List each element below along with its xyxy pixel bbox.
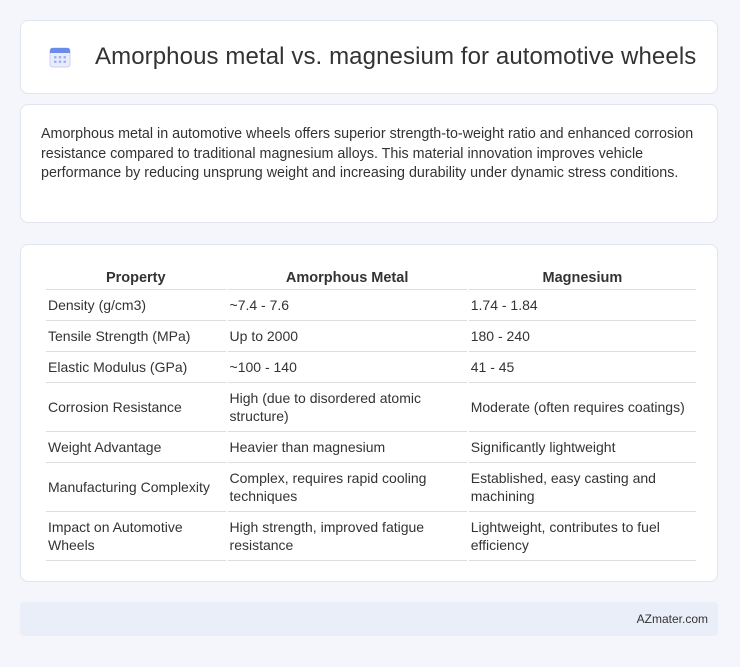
table-row [46, 463, 696, 512]
column-header-magnesium: Magnesium [469, 265, 696, 290]
intro-card [20, 104, 718, 223]
magnesium-cell: 41 - 45 [469, 352, 696, 383]
magnesium-cell: 1.74 - 1.84 [469, 290, 696, 321]
amorphous-metal-cell: Complex, requires rapid cooling techniques [228, 463, 467, 512]
property-cell: Manufacturing Complexity [46, 463, 226, 512]
column-header-property: Property [46, 265, 226, 290]
header-card [20, 20, 718, 94]
magnesium-cell: 180 - 240 [469, 321, 696, 352]
magnesium-cell: Established, easy casting and machining [469, 463, 696, 512]
page-title: Amorphous metal vs. magnesium for automotive wheels [95, 43, 697, 70]
intro-paragraph: Amorphous metal in automotive wheels offers superior strength-to-weight ratio and enhanced corrosion resistance compared to traditional magnesium alloys. This material innovation improves vehicle performance by reducing unsprung weight and increasing durability under dynamic stress conditions. [41, 126, 694, 181]
property-cell: Corrosion Resistance [46, 383, 226, 432]
comparison-table [44, 265, 698, 561]
amorphous-metal-cell: Heavier than magnesium [228, 432, 467, 463]
amorphous-metal-cell: High (due to disordered atomic structure) [228, 383, 467, 432]
amorphous-metal-cell: ~100 - 140 [228, 352, 467, 383]
calendar-icon [47, 45, 73, 69]
property-cell: Weight Advantage [46, 432, 226, 463]
table-row [46, 321, 696, 352]
footer-brand: AZmater.com [636, 612, 708, 626]
table-row [46, 290, 696, 321]
table-row [46, 432, 696, 463]
table-row [46, 383, 696, 432]
footer-bar [20, 602, 718, 636]
magnesium-cell: Lightweight, contributes to fuel efficiency [469, 512, 696, 561]
amorphous-metal-cell: ~7.4 - 7.6 [228, 290, 467, 321]
amorphous-metal-cell: High strength, improved fatigue resistance [228, 512, 467, 561]
table-header-row [46, 265, 696, 290]
table-row [46, 352, 696, 383]
table-row [46, 512, 696, 561]
magnesium-cell: Moderate (often requires coatings) [469, 383, 696, 432]
property-cell: Elastic Modulus (GPa) [46, 352, 226, 383]
column-header-amorphous-metal: Amorphous Metal [228, 265, 467, 290]
comparison-card [20, 244, 718, 582]
property-cell: Impact on Automotive Wheels [46, 512, 226, 561]
property-cell: Density (g/cm3) [46, 290, 226, 321]
magnesium-cell: Significantly lightweight [469, 432, 696, 463]
amorphous-metal-cell: Up to 2000 [228, 321, 467, 352]
property-cell: Tensile Strength (MPa) [46, 321, 226, 352]
